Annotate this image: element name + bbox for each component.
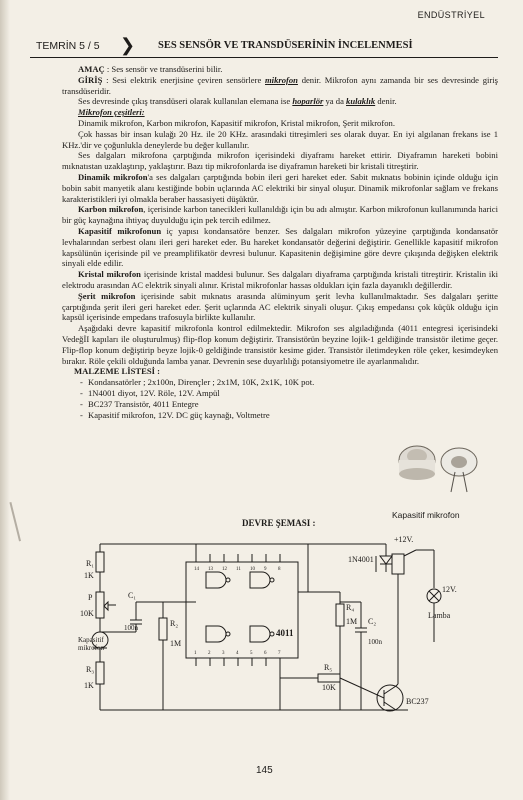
- kristal-paragraph: Kristal mikrofon içerisinde kristal maddesi bulunur. Ses dalgaları diyaframa çarptığında kristali titreştirir. Kristalin iki elektrodu arasından AC elektrik sinyali alınır. Kristal mikrofonlar hassas oldukları için fazla dayanıklı değillerdir.: [62, 269, 498, 290]
- cesitler-list: Dinamik mikrofon, Karbon mikrofon, Kapasitif mikrofon, Kristal mikrofon, Şerit mikrofon.: [78, 117, 395, 128]
- pin-label: 11: [236, 567, 241, 572]
- pin-label: 7: [278, 651, 281, 656]
- section-header: ENDÜSTRİYEL: [417, 10, 485, 20]
- r1-label: R₁: [86, 559, 95, 568]
- r5-label: R₅: [324, 663, 333, 672]
- r3-value: 1K: [84, 681, 94, 690]
- ic-4011: [186, 562, 298, 658]
- pin-label: 2: [208, 651, 211, 656]
- malzeme-heading: MALZEME LİSTESİ :: [74, 366, 160, 377]
- nand-gate-4: [250, 626, 270, 642]
- ic-label: 4011: [276, 628, 294, 638]
- cikis-paragraph: Ses devresinde çıkış transdüseri olarak kullanılan elemana ise hoparlör ya da kulaklık denir.: [78, 96, 397, 107]
- giris-paragraph: GİRİŞ : Sesi elektrik enerjisine çeviren sensörlere mikrofon denir. Mikrofon aynı zamanda bir ses devresinde giriş transdüseridir.: [62, 74, 498, 96]
- title-rule: [30, 57, 498, 58]
- page-number: 145: [256, 765, 273, 776]
- circuit-schematic: [78, 532, 458, 732]
- amac-line: AMAÇ : Ses sensör ve transdüserini bilir.: [78, 64, 223, 74]
- temrin-label: TEMRİN 5 / 5: [36, 40, 100, 52]
- relay-coil: [392, 554, 404, 574]
- list-item: - 1N4001 diyot, 12V. Röle, 12V. Ampül: [88, 388, 498, 399]
- c1-label: C₁: [128, 591, 137, 600]
- r2-label: R₂: [170, 619, 179, 628]
- c2-label: C₂: [368, 617, 377, 626]
- pot-wiper: [104, 602, 108, 610]
- transistor-bc237: [377, 685, 403, 711]
- nand-gate-2: [250, 572, 270, 588]
- pin-label: 14: [194, 567, 199, 572]
- lamp-label: Lamba: [428, 611, 451, 620]
- nand-gate-1: [206, 572, 226, 588]
- pot-label: P: [88, 593, 93, 602]
- lamp-voltage: 12V.: [442, 585, 457, 594]
- pin-label: 13: [208, 567, 213, 572]
- cesitler-heading: Mikrofon çeşitleri:: [78, 107, 145, 118]
- resistor-r2: [159, 618, 167, 640]
- pin-label: 6: [264, 651, 267, 656]
- serit-paragraph: Şerit mikrofon içerisinde sabit mıknatıs arasında alüminyum şerit levha kullanılmaktadır. Ses dalgaları şeritte çarptığında şerit ileri geri hareket eder. Şerit uçlarında AC elektrik sinyali oluşur. Çıkış empedansı çok küçük olduğu için kapsül içerisinde empedans trafosuyla birlikte kullanılır.: [62, 290, 498, 323]
- list-item: - Kondansatörler ; 2x100n, Dirençler ; 2x1M, 10K, 2x1K, 10K pot.: [88, 377, 498, 388]
- pin-label: 12: [222, 567, 227, 572]
- title-bar: [30, 35, 498, 58]
- pin-label: 4: [236, 651, 239, 656]
- r1-value: 1K: [84, 571, 94, 580]
- list-item: - Kapasitif mikrofon, 12V. DC güç kaynağı, Voltmetre: [88, 410, 498, 421]
- nand-gate-3: [206, 626, 226, 642]
- pot-value: 10K: [80, 609, 94, 618]
- r3-label: R₃: [86, 665, 95, 674]
- devre-paragraph: Aşağıdaki devre kapasitif mikrofonla kontrol edilmektedir. Mikrofon ses algıladığında (4011 entegresi içerisindeki VedeğİI kapıları ile oluşturulmuş) flip-flop konum değiştirir. Transistörün beyzine lojik-1 geldiğinde transistör iletime geçer. Flip-flop konum değiştirip beyze lojik-0 geldiğinde transistör kesime gider. Transistör iletimdeyken röle çeker, kesimdeyken bırakır. Röle çekili olduğunda lamba yanar. Devrenin sese duyarlılığı potansiyometre ile ayarlanmalıdır.: [62, 323, 498, 366]
- pin-label: 3: [222, 651, 225, 656]
- relay-contact: [404, 550, 416, 556]
- vcc-label: +12V.: [394, 535, 414, 544]
- r4-label: R₄: [346, 603, 355, 612]
- schematic-title: DEVRE ŞEMASI :: [242, 518, 316, 528]
- diode-label: 1N4001: [348, 555, 374, 564]
- transistor-label: BC237: [406, 697, 429, 706]
- resistor-r3: [96, 662, 104, 684]
- pen-mark: [9, 499, 34, 542]
- binding-edge: [0, 0, 10, 800]
- page-title: SES SENSÖR VE TRANSDÜSERİNİN İNCELENMESİ: [158, 40, 413, 51]
- mic-label: Kapasitif: [78, 636, 104, 644]
- microphone-photo: [395, 432, 485, 502]
- dinamik-paragraph: Dinamik mikrofon'a ses dalgaları çarptığında bobin ileri geri hareket eder. Sabit mıknatıs bobinin içinde olduğu için bobin sabit manyetik alanı kestiğinde bobin uçlarında AC elektriki bir sinyal oluşur. Dinamik mikrofonlar sağlam ve frekans karakteristikleri iyi olmakla beraber hassasiyeti düşüktür.: [62, 171, 498, 204]
- pin-label: 5: [250, 651, 253, 656]
- potentiometer: [96, 592, 104, 618]
- list-item: - BC237 Transistör, 4011 Entegre: [88, 399, 498, 410]
- mic-label-2: mikrofon: [78, 644, 105, 652]
- r4-value: 1M: [346, 617, 358, 626]
- frequency-paragraph: Çok hassas bir insan kulağı 20 Hz. ile 20 KHz. arasındaki titreşimleri ses olarak duyar. En iyi algılanan frekans ise 1 KHz.'dir ve çoğunlukla deneylerde bu değer kullanılır.: [62, 128, 498, 150]
- diaphragm-paragraph: Ses dalgaları mikrofona çarptığında mikrofon içerisindeki diyaframı hareket ettirir. Diyaframın hareketi bobini mıknatıstan uzaklaştırıp, yaklaştırır. Bazı tip mikrofonlarda ise diyaframın hareketi bir kristali titreştirir.: [62, 150, 498, 172]
- karbon-paragraph: Karbon mikrofon, içerisinde karbon tanecikleri kullanıldığı için bu adı almıştır. Karbon mikrofonun kullanımında harici bir güç kaynağına ihtiyaç duyulduğu için pek tercih edilmez.: [62, 204, 498, 226]
- r5-value: 10K: [322, 683, 336, 692]
- pin-label: 8: [278, 567, 281, 572]
- chevron-right-icon: ❯: [120, 35, 136, 55]
- resistor-r5: [318, 674, 340, 682]
- malzeme-list: [62, 377, 498, 420]
- kapasitif-paragraph: Kapasitif mikrofonun iç yapısı kondansatöre benzer. Ses dalgaları mikrofon yüzeyine çarptığında kondansatör levhalarından serbest olanı ileri geri hareket eder. Bu hareket kondansatör değerini değiştirir. Genellikle kapasitif mikrofon kapsülünün içerisinde pil ve preamplifikatör devresi bulunur. Kapasitenin değişimine göre devre çıkışında değişken elektrik sinyali elde edilir.: [62, 225, 498, 269]
- c2-value: 100n: [368, 638, 382, 646]
- r2-value: 1M: [170, 639, 182, 648]
- resistor-r1: [96, 552, 104, 572]
- diode-1n4001: [380, 556, 392, 564]
- photo-caption: Kapasitif mikrofon: [392, 510, 460, 520]
- main-text: [62, 64, 498, 420]
- resistor-r4: [336, 604, 344, 626]
- pin-label: 1: [194, 651, 197, 656]
- pin-label: 9: [264, 567, 267, 572]
- pin-label: 10: [250, 567, 255, 572]
- c1-value: 100n: [124, 624, 138, 632]
